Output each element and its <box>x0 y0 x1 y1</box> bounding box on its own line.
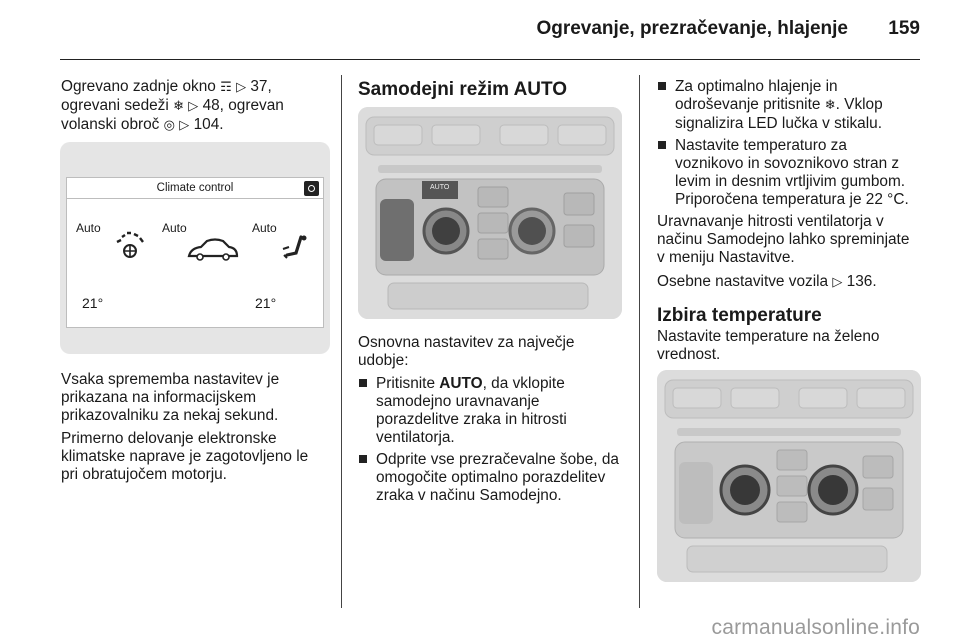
bullet-ac-cooling: Za optimalno hlajenje in odroševanje pritisnite ❄. Vklop signalizira LED lučka v stikalu. <box>657 78 945 133</box>
bullet-marker <box>658 82 666 90</box>
seat-airflow-icon <box>281 234 311 266</box>
auto-label: Auto <box>162 221 187 235</box>
reference-arrow-icon[interactable]: ▷ <box>188 99 199 114</box>
heated-seat-icon: ❄ <box>173 99 184 114</box>
section-heading-auto: Samodejni režim AUTO <box>358 79 568 100</box>
reference-arrow-icon[interactable]: ▷ <box>179 118 190 133</box>
display-title: Climate control <box>156 182 234 194</box>
caption-basic-setting: Osnovna nastavitev za največje udobje: <box>358 334 575 369</box>
auto-label: Auto <box>76 221 101 235</box>
intro-paragraph: Ogrevano zadnje okno ☶ ▷ 37, ogrevani sedeži ❄ ▷ 48, ogrevan volanski obroč ◎ ▷ 104. <box>61 78 284 133</box>
paragraph-fan-speed: Uravnavanje hitrosti ventilatorja v načinu Samodejno lahko spreminjate v meniju Nastavitve. <box>657 213 910 266</box>
section-heading-temperature: Izbira temperature <box>657 305 822 326</box>
climate-panel-photo <box>657 370 921 582</box>
climate-control-figure <box>60 142 330 354</box>
control-panel-figure-auto <box>358 107 622 319</box>
paragraph-set-temp: Nastavite temperature na želeno vrednost. <box>657 328 880 363</box>
bullet-open-vents: Odprite vse prezračevalne šobe, da omogočite optimalno porazdelitev zraka v načinu Samodejno. <box>358 451 646 505</box>
snowflake-icon: ❄ <box>824 98 836 113</box>
heated-rear-window-icon: ☶ <box>220 80 232 95</box>
bullet-marker <box>658 141 666 149</box>
climate-control-display <box>66 177 324 328</box>
temperature-left: 21° <box>82 295 104 311</box>
page-header-title: Ogrevanje, prezračevanje, hlajenje <box>536 18 848 39</box>
bullet-marker <box>359 379 367 387</box>
header-rule <box>60 59 920 60</box>
bullet-press-auto: Pritisnite AUTO, da vklopite samodejno uravnavanje porazdelitve zraka in hitrosti ventilatorja. <box>358 375 641 447</box>
column-divider <box>341 75 342 608</box>
settings-icon <box>304 181 319 196</box>
car-airflow-icon <box>185 236 241 266</box>
paragraph-display-info: Vsaka sprememba nastavitev je prikazana na informacijskem prikazovalniku za nekaj sekund. <box>61 371 280 424</box>
watermark: carmanualsonline.info <box>711 616 920 639</box>
reference-arrow-icon[interactable]: ▷ <box>832 275 843 290</box>
temperature-right: 21° <box>255 295 277 311</box>
paragraph-engine-note: Primerno delovanje elektronske klimatske naprave je zagotovljeno le pri obratujočem motorju. <box>61 430 309 483</box>
page-number: 159 <box>888 18 920 39</box>
bullet-set-temperature: Nastavite temperaturo za voznikovo in sovoznikovo stran z levim in desnim vrtljivim gumbom. Priporočena temperatura je 22 °C. <box>657 137 945 209</box>
reference-arrow-icon[interactable]: ▷ <box>236 80 247 95</box>
column-divider <box>639 75 640 608</box>
heated-steering-wheel-icon: ◎ <box>163 118 176 133</box>
auto-label: Auto <box>252 221 277 235</box>
fan-icon <box>113 230 149 266</box>
control-panel-figure-temperature <box>657 370 921 582</box>
auto-button-label: AUTO <box>430 184 450 191</box>
bullet-marker <box>359 455 367 463</box>
climate-panel-photo <box>358 107 622 319</box>
paragraph-personal-settings: Osebne nastavitve vozila ▷ 136. <box>657 273 877 290</box>
